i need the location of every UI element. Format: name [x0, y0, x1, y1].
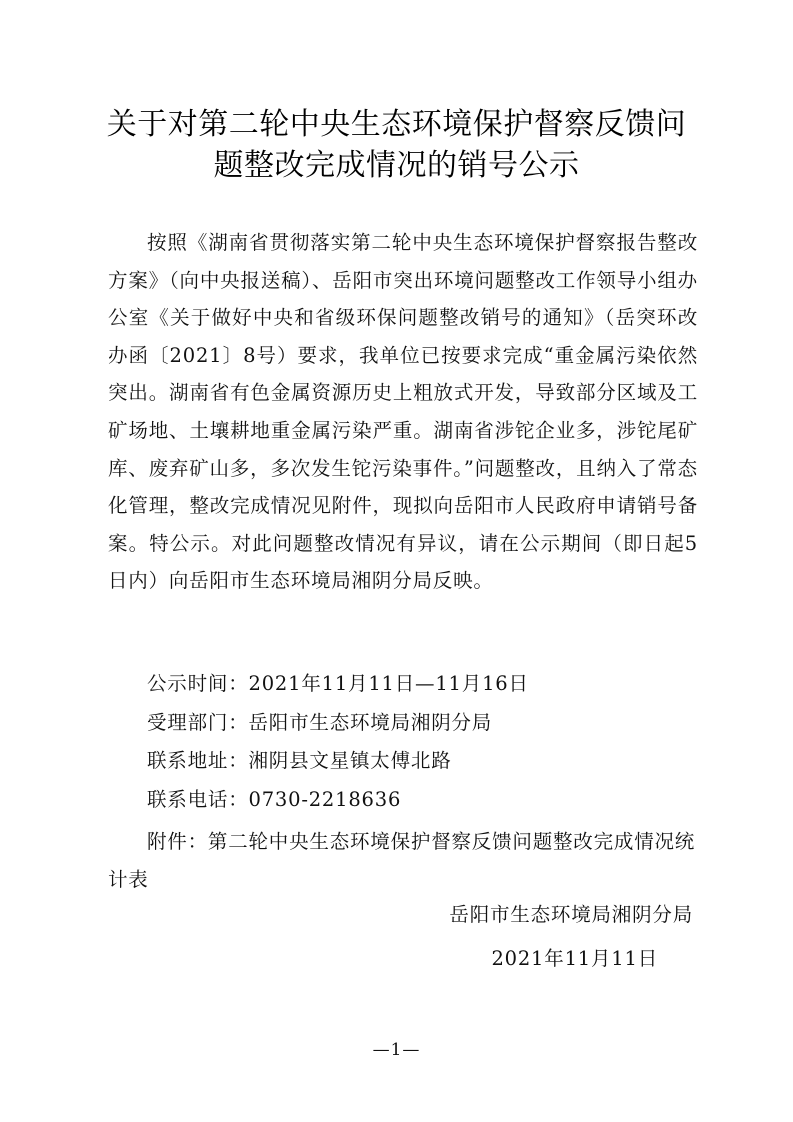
- signature-date: 2021年11月11日: [491, 947, 658, 970]
- signature-organization: 岳阳市生态环境局湘阴分局: [449, 903, 693, 926]
- attachment-line: 附件：第二轮中央生态环境保护督察反馈问题整改完成情况统计表: [108, 830, 696, 891]
- phone-line: 联系电话：0730-2218636: [147, 788, 402, 811]
- notice-time-line: 公示时间：2021年11月11日—11月16日: [147, 672, 529, 695]
- body-paragraph: 按照《湖南省贯彻落实第二轮中央生态环境保护督察报告整改方案》（向中央报送稿）、岳阳市突出环境问题整改工作领导小组办公室《关于做好中央和省级环保问题整改销号的通知》（岳突环改办函〔2021〕8号）要求，我单位已按要求完成“重金属污染依然突出。湖南省有色金属资源历史上粗放式开发，导致部分区域及工矿场地、土壤耕地重金属污染严重。湖南省涉铊企业多，涉铊尾矿库、废弃矿山多，多次发生铊污染事件。”问题整改，且纳入了常态化管理，整改完成情况见附件，现拟向岳阳市人民政府申请销号备案。特公示。对此问题整改情况有异议，请在公示期间（即日起5日内）向岳阳市生态环境局湘阴分局反映。: [108, 231, 698, 593]
- department-line: 受理部门：岳阳市生态环境局湘阴分局: [147, 711, 493, 734]
- document-title-line-2: 题整改完成情况的销号公示: [213, 148, 580, 183]
- page-number: —1—: [372, 1040, 421, 1060]
- address-line: 联系地址：湘阴县文星镇太傅北路: [147, 749, 452, 772]
- document-title-line-1: 关于对第二轮中央生态环境保护督察反馈问: [106, 107, 687, 142]
